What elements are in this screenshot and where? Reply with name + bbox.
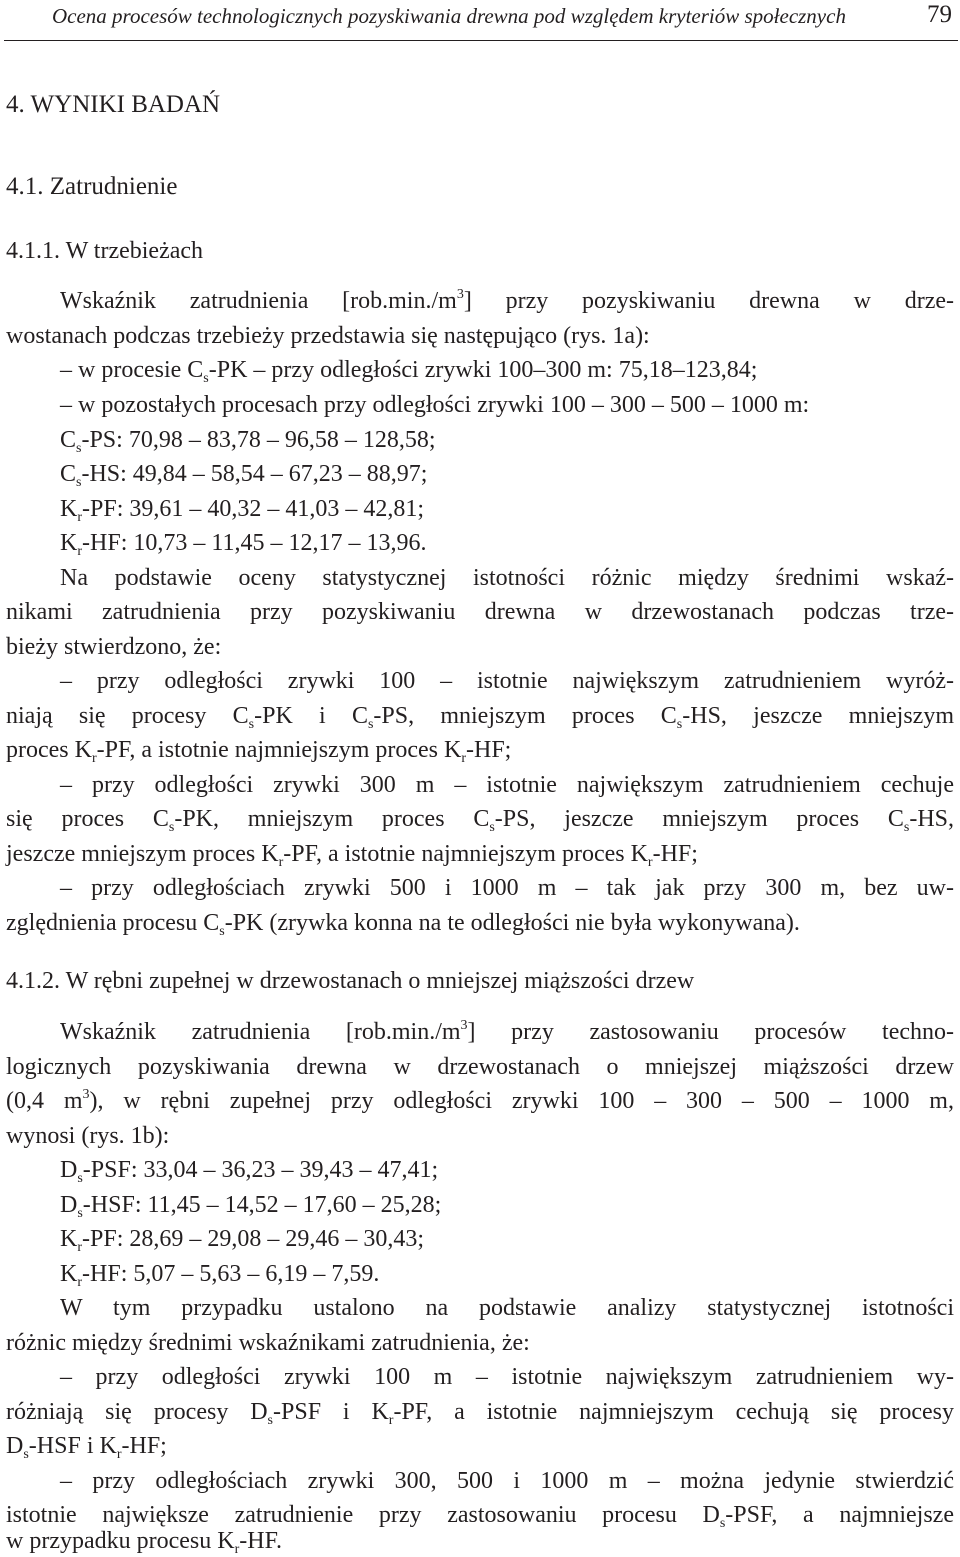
paragraph-line xyxy=(6,321,954,351)
superscript: 3 xyxy=(82,1087,90,1102)
list-item xyxy=(60,528,954,558)
list-item xyxy=(60,355,954,385)
list-item xyxy=(6,804,954,834)
subscript: s xyxy=(267,1413,273,1428)
subscript: r xyxy=(77,510,83,525)
text-run: -HF; xyxy=(121,1433,167,1459)
text-run: ] przy zastosowaniu procesów techno- xyxy=(467,1019,954,1045)
text-run: -PF, a istotnie najmniejszym proces K xyxy=(283,841,648,867)
paragraph-line xyxy=(6,1121,954,1151)
text-run: -PK i C xyxy=(254,703,368,729)
list-item xyxy=(60,1362,954,1392)
header-rule xyxy=(4,40,958,41)
running-header-title: Ocena procesów technologicznych pozyskiwania drewna pod względem kryteriów społecznych xyxy=(52,4,846,28)
text-run: -PSF: 33,04 – 36,23 – 39,43 – 47,41; xyxy=(82,1157,439,1183)
text-run: K xyxy=(60,1226,78,1252)
text-run: K xyxy=(60,496,78,522)
subscript: s xyxy=(489,820,495,835)
subscript: s xyxy=(367,717,374,732)
text-run: K xyxy=(60,1261,78,1287)
subsection-heading: 4.1. Zatrudnienie xyxy=(6,173,178,200)
text-run: W tym przypadku ustalono na podstawie analizy statystycznej istotności xyxy=(60,1295,954,1321)
text-run: logicznych pozyskiwania drewna w drzewostanach o mniejszej miąższości drzew xyxy=(6,1054,954,1080)
subsubsection-heading-clearcut: 4.1.2. W rębni zupełnej w drzewostanach o mniejszej miąższości drzew xyxy=(6,968,695,994)
text-run: C xyxy=(60,427,77,453)
text-run: -HS: 49,84 – 58,54 – 67,23 – 88,97; xyxy=(81,461,428,487)
list-item xyxy=(60,770,954,800)
text-run: się proces C xyxy=(6,806,169,832)
list-item xyxy=(60,1155,954,1185)
subscript: r xyxy=(647,855,653,870)
subscript: s xyxy=(903,820,910,835)
text-run: -PS, mniejszym proces C xyxy=(373,703,677,729)
text-run: jeszcze mniejszym proces K xyxy=(6,841,279,867)
paragraph-line xyxy=(60,1017,954,1047)
text-run: -PK – przy odległości zrywki 100–300 m: 75,18–123,84; xyxy=(208,357,758,383)
subscript: r xyxy=(278,855,284,870)
text-run: -PF, a istotnie najmniejszym cechują się procesy xyxy=(393,1399,955,1425)
text-run: – w procesie C xyxy=(60,357,204,383)
text-run: Wskaźnik zatrudnienia [rob.min./m xyxy=(60,1019,461,1045)
text-run: wynosi (rys. 1b): xyxy=(6,1123,170,1149)
text-run: (0,4 m xyxy=(6,1088,83,1114)
text-run: -PK (zrywka konna na te odległości nie była wykonywana). xyxy=(224,910,800,936)
text-run: -HS, jeszcze mniejszym xyxy=(682,703,954,729)
list-item xyxy=(6,701,954,731)
subscript: r xyxy=(234,1542,240,1557)
subscript: r xyxy=(77,1240,83,1255)
list-item xyxy=(60,390,954,420)
superscript: 3 xyxy=(460,1018,468,1033)
paragraph-line xyxy=(6,632,954,662)
text-run: -PF: 39,61 – 40,32 – 41,03 – 42,81; xyxy=(82,496,425,522)
text-run: -HF. xyxy=(239,1528,283,1554)
text-run: – przy odległościach zrywki 500 i 1000 m – tak jak przy 300 m, bez uw- xyxy=(60,875,954,901)
text-run: -HSF: 11,45 – 14,52 – 17,60 – 25,28; xyxy=(82,1192,442,1218)
text-run: -PSF, a najmniejsze xyxy=(725,1502,954,1528)
text-run: – w pozostałych procesach przy odległości zrywki 100 – 300 – 500 – 1000 m: xyxy=(60,392,810,418)
paragraph-line xyxy=(60,563,954,593)
paragraph-line xyxy=(6,1052,954,1082)
text-run: K xyxy=(60,530,78,556)
text-run: Na podstawie oceny statystycznej istotności różnic między średnimi wskaź- xyxy=(60,565,954,591)
paragraph-line xyxy=(6,1328,954,1358)
list-item xyxy=(60,1190,954,1220)
text-run: D xyxy=(6,1433,24,1459)
text-run: -PSF i K xyxy=(273,1399,389,1425)
subscript: r xyxy=(77,1275,83,1290)
subscript: s xyxy=(168,820,175,835)
subscript: r xyxy=(116,1447,122,1462)
text-run: -PS, jeszcze mniejszym proces C xyxy=(494,806,904,832)
text-run: -HF; xyxy=(466,737,512,763)
list-item xyxy=(60,1224,954,1254)
subscript: r xyxy=(388,1413,394,1428)
text-run: ), w rębni zupełnej przy odległości zrywki 100 – 300 – 500 – 1000 m, xyxy=(89,1088,954,1114)
text-run: istotnie największe zatrudnienie przy zastosowaniu procesu D xyxy=(6,1502,720,1528)
list-item xyxy=(60,1259,954,1289)
section-heading: 4. WYNIKI BADAŃ xyxy=(6,91,221,118)
list-item xyxy=(60,873,954,903)
text-run: D xyxy=(60,1192,78,1218)
subscript: s xyxy=(719,1516,726,1531)
list-item xyxy=(6,1431,954,1461)
superscript: 3 xyxy=(456,287,464,302)
text-run: -HF; xyxy=(652,841,698,867)
subscript: r xyxy=(461,751,466,766)
list-item xyxy=(6,1526,954,1556)
text-run: różniają się procesy D xyxy=(6,1399,268,1425)
text-run: Wskaźnik zatrudnienia [rob.min./m xyxy=(60,288,457,314)
subscript: s xyxy=(23,1447,29,1462)
subscript: s xyxy=(76,441,82,456)
text-run: – przy odległościach zrywki 300, 500 i 1000 m – można jedynie stwierdzić xyxy=(60,1468,954,1494)
list-item xyxy=(6,908,954,938)
text-run: – przy odległości zrywki 100 – istotnie największym zatrudnieniem wyróż- xyxy=(60,668,954,694)
text-run: -HF: 10,73 – 11,45 – 12,17 – 13,96. xyxy=(82,530,427,556)
paragraph-line xyxy=(60,286,954,316)
subscript: s xyxy=(77,1171,83,1186)
paragraph-line xyxy=(6,597,954,627)
subsubsection-heading-thinnings: 4.1.1. W trzebieżach xyxy=(6,238,204,264)
list-item xyxy=(6,735,954,765)
text-run: – przy odległości zrywki 300 m – istotnie największym zatrudnieniem cechuje xyxy=(60,772,954,798)
subscript: s xyxy=(248,717,255,732)
text-run: -HF: 5,07 – 5,63 – 6,19 – 7,59. xyxy=(82,1261,380,1287)
list-item xyxy=(60,666,954,696)
text-run: -HSF i K xyxy=(28,1433,117,1459)
list-item xyxy=(60,425,954,455)
text-run: w przypadku procesu K xyxy=(6,1528,235,1554)
text-run: -PK, mniejszym proces C xyxy=(174,806,490,832)
text-run: ] przy pozyskiwaniu drewna w drze- xyxy=(463,288,955,314)
text-run: -PF: 28,69 – 29,08 – 29,46 – 30,43; xyxy=(82,1226,425,1252)
paragraph-line xyxy=(60,1293,954,1323)
list-item xyxy=(60,459,954,489)
list-item xyxy=(60,1466,954,1496)
text-run: różnic między średnimi wskaźnikami zatrudnienia, że: xyxy=(6,1330,530,1356)
text-run: niają się procesy C xyxy=(6,703,249,729)
page-number: 79 xyxy=(927,1,952,28)
text-run: nikami zatrudnienia przy pozyskiwaniu drewna w drzewostanach podczas trze- xyxy=(6,599,954,625)
text-run: wostanach podczas trzebieży przedstawia się następująco (rys. 1a): xyxy=(6,323,650,349)
subscript: s xyxy=(77,1206,83,1221)
subscript: s xyxy=(676,717,683,732)
text-run: -PF, a istotnie najmniejszym proces K xyxy=(96,737,462,763)
text-run: – przy odległości zrywki 100 m – istotnie największym zatrudnieniem wy- xyxy=(60,1364,954,1390)
text-run: D xyxy=(60,1157,78,1183)
list-item xyxy=(60,494,954,524)
list-item xyxy=(6,1397,954,1427)
subscript: r xyxy=(77,544,83,559)
subscript: s xyxy=(203,371,209,386)
text-run: -HS, xyxy=(909,806,954,832)
list-item xyxy=(6,839,954,869)
text-run: -PS: 70,98 – 83,78 – 96,58 – 128,58; xyxy=(81,427,436,453)
running-header xyxy=(0,0,960,44)
subscript: r xyxy=(91,751,97,766)
subscript: s xyxy=(219,924,225,939)
subscript: s xyxy=(76,475,82,490)
text-run: C xyxy=(60,461,77,487)
paragraph-line xyxy=(6,1086,954,1116)
text-run: zględnienia procesu C xyxy=(6,910,220,936)
text-run: proces K xyxy=(6,737,92,763)
text-run: bieży stwierdzono, że: xyxy=(6,634,222,660)
